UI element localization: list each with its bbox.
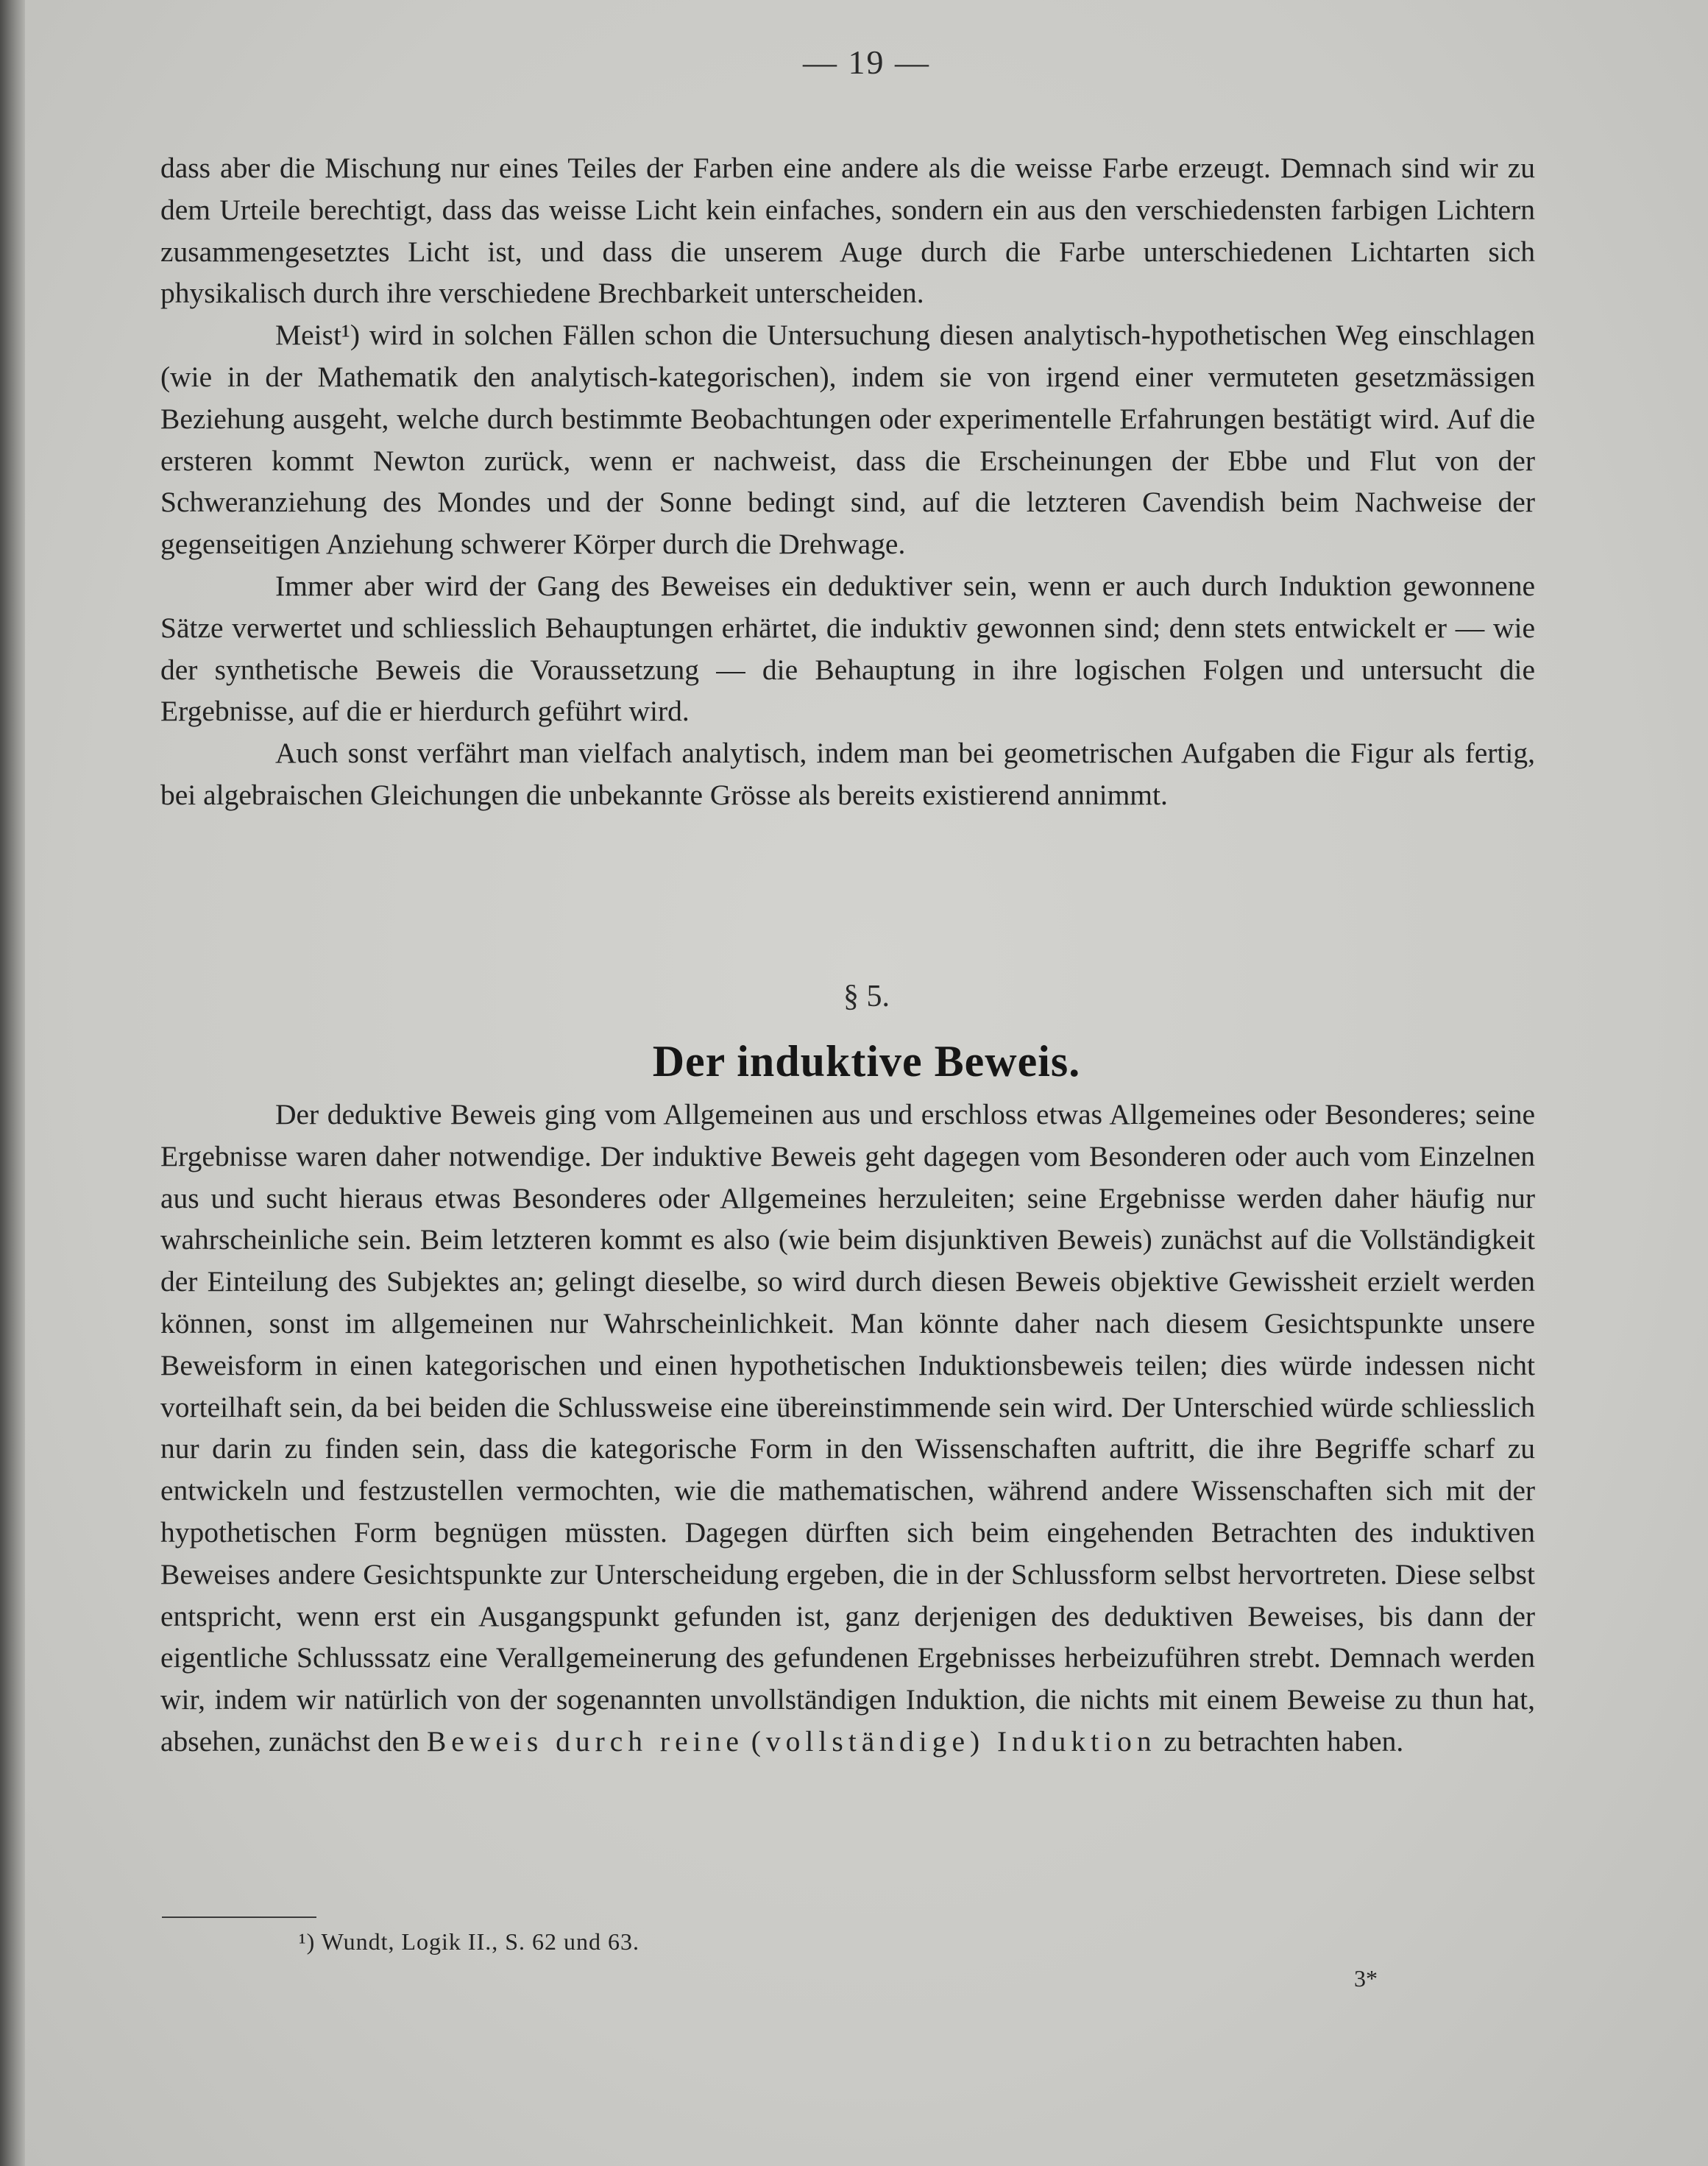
bottom-text-block — [160, 1094, 1535, 1763]
printer-signature-mark: 3* — [1354, 1965, 1378, 1992]
paragraph-end-text: zu betrachten haben. — [1163, 1724, 1404, 1758]
book-page — [25, 0, 1708, 2166]
paragraph-auch: Auch sonst verfährt man vielfach analytisch, indem man bei geometrischen Aufgaben die Figur als fertig, bei algebraischen Gleichungen die unbekannte Grösse als bereits existierend annimmt. — [160, 737, 1535, 811]
paragraph-deduktive — [160, 1094, 1535, 1763]
section-number: § 5. — [843, 980, 890, 1013]
spaced-emphasis-1: Beweis durch reine — [426, 1724, 744, 1758]
paragraph-continuation: dass aber die Mischung nur eines Teiles der Farben eine andere als die weisse Farbe erzeugt. Demnach sind wir zu dem Urteile berechtigt, dass das weisse Licht kein einfaches, sondern ein aus den verschiedensten farbigen Lichtern zusammengesetztes Licht ist, und dass die unserem Auge durch die Farbe unterschiedenen Lichtarten sich physikalisch durch ihre verschiedene Brechbarkeit unterscheiden. — [160, 152, 1535, 310]
footnote-divider — [162, 1917, 316, 1918]
paragraph-meist: Meist¹) wird in solchen Fällen schon die Untersuchung diesen analytisch-hypothetischen Weg einschlagen (wie in der Mathematik den analytisch-kategorischen), indem sie von irgend einer vermuteten gesetzmässigen Beziehung ausgeht, welche durch bestimmte Beobachtungen oder experimentelle Erfahrungen bestätigt wird. Auf die ersteren kommt Newton zurück, wenn er nachweist, dass die Erscheinungen der Ebbe und Flut von der Schweranziehung des Mondes und der Sonne bedingt sind, auf die letzteren Cavendish beim Nachweise der gegenseitigen Anziehung schwerer Körper durch die Drehwage. — [160, 319, 1535, 561]
spaced-emphasis-2: (vollständige) Induktion — [751, 1724, 1157, 1758]
paragraph-main-text: Der deduktive Beweis ging vom Allgemeinen aus und erschloss etwas Allgemeines oder Besonderes; seine Ergebnisse waren daher notwendige. Der induktive Beweis geht dagegen vom Besonderen oder auch vom Einzelnen aus und sucht hieraus etwas Besonderes oder Allgemeines herzuleiten; seine Ergebnisse werden daher häufig nur wahrscheinliche sein. Beim letzteren kommt es also (wie beim disjunktiven Beweis) zunächst auf die Vollständigkeit der Einteilung des Subjektes an; gelingt dieselbe, so wird durch diesen Beweis objektive Gewissheit erzielt werden können, sonst im allgemeinen nur Wahrscheinlichkeit. Man könnte daher nach diesem Gesichtspunkte unsere Beweisform in einen kategorischen und einen hypothetischen Induktionsbeweis teilen; dies würde indessen nicht vorteilhaft sein, da bei beiden die Schlussweise eine übereinstimmende sein wird. Der Unterschied würde schliesslich nur darin zu finden sein, dass die kategorische Form in den Wissenschaften auftritt, die ihre Begriffe scharf zu entwickeln und festzustellen vermochten, wie die mathematischen, während andere Wissenschaften sich mit der hypothetischen Form begnügen müssten. Dagegen dürften sich beim eingehenden Betrachten des induktiven Beweises andere Gesichtspunkte zur Unterscheidung ergeben, die in der Schlussform selbst hervortreten. Diese selbst entspricht, wenn erst ein Ausgangspunkt gefunden ist, ganz derjenigen des deduktiven Beweises, bis dann der eigentliche Schlusssatz eine Verallgemeinerung des gefundenen Ergebnisses herbeizuführen strebt. Demnach werden wir, indem wir natürlich von der sogenannten unvollständigen Induktion, die nichts mit einem Beweise zu thun hat, absehen, zunächst den — [160, 1098, 1535, 1758]
footnote: ¹) Wundt, Logik II., S. 62 und 63. — [299, 1928, 640, 1955]
section-title: Der induktive Beweis. — [652, 1037, 1081, 1086]
paragraph-immer: Immer aber wird der Gang des Beweises ein deduktiver sein, wenn er auch durch Induktion gewonnene Sätze verwertet und schliesslich Behauptungen erhärtet, die induktiv gewonnen sind; denn stets entwickelt er — wie der synthetische Beweis die Voraussetzung — die Behauptung in ihre logischen Folgen und untersucht die Ergebnisse, auf die er hierdurch geführt wird. — [160, 569, 1535, 728]
top-text-block — [160, 147, 1535, 816]
page-number: — 19 — — [803, 43, 930, 81]
scan-binding-edge — [0, 0, 25, 2166]
